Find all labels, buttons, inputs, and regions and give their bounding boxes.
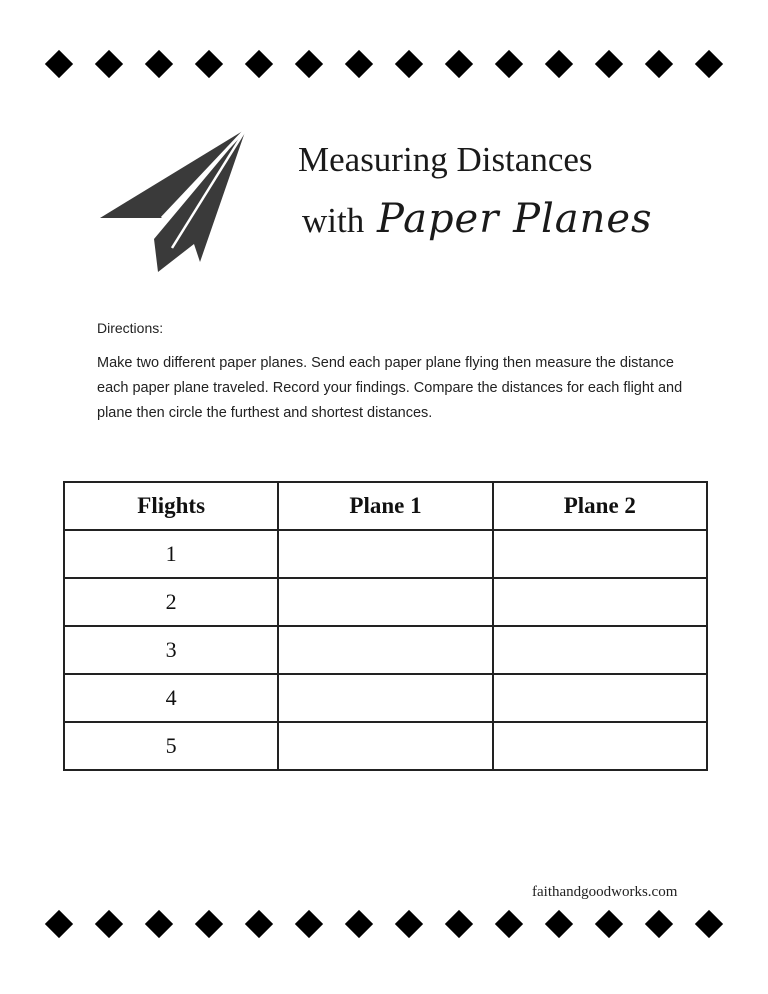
table-header-row [64, 482, 707, 530]
plane-2-cell[interactable] [493, 722, 707, 770]
plane-2-cell[interactable] [493, 626, 707, 674]
header-plane-1: Plane 1 [278, 482, 492, 530]
bottom-diamond-border [44, 908, 724, 940]
diamond-icon [345, 910, 373, 938]
table-row [64, 530, 707, 578]
diamond-icon [395, 910, 423, 938]
diamond-icon [495, 910, 523, 938]
table-row [64, 674, 707, 722]
plane-2-cell[interactable] [493, 578, 707, 626]
diamond-icon [45, 50, 73, 78]
flight-number: 3 [64, 626, 278, 674]
plane-1-cell[interactable] [278, 626, 492, 674]
title-script: Paper Planes [376, 196, 653, 242]
diamond-icon [245, 910, 273, 938]
diamond-icon [445, 50, 473, 78]
paper-plane-icon [98, 126, 250, 274]
diamond-icon [145, 50, 173, 78]
diamond-icon [595, 50, 623, 78]
diamond-icon [645, 50, 673, 78]
plane-1-cell[interactable] [278, 722, 492, 770]
plane-1-cell[interactable] [278, 674, 492, 722]
diamond-icon [695, 50, 723, 78]
diamond-icon [95, 910, 123, 938]
flight-number: 2 [64, 578, 278, 626]
diamond-icon [695, 910, 723, 938]
diamond-icon [145, 910, 173, 938]
plane-2-cell[interactable] [493, 530, 707, 578]
diamond-icon [95, 50, 123, 78]
header-plane-2: Plane 2 [493, 482, 707, 530]
flight-number: 1 [64, 530, 278, 578]
top-diamond-border [44, 48, 724, 80]
diamond-icon [395, 50, 423, 78]
diamond-icon [295, 50, 323, 78]
plane-2-cell[interactable] [493, 674, 707, 722]
flight-number: 5 [64, 722, 278, 770]
diamond-icon [195, 50, 223, 78]
footer-website: faithandgoodworks.com [532, 884, 678, 900]
table-row [64, 578, 707, 626]
diamond-icon [545, 910, 573, 938]
flight-number: 4 [64, 674, 278, 722]
header-flights: Flights [64, 482, 278, 530]
diamond-icon [645, 910, 673, 938]
page-title-line-1: Measuring Distances [298, 140, 593, 179]
directions-label: Directions: [97, 320, 164, 336]
diamond-icon [295, 910, 323, 938]
diamond-icon [545, 50, 573, 78]
flight-log-table [63, 481, 708, 771]
plane-1-cell[interactable] [278, 578, 492, 626]
page-title-line-2 [302, 196, 653, 242]
table-row [64, 722, 707, 770]
directions-text: Make two different paper planes. Send each paper plane flying then measure the distance each paper plane traveled. Record your findings. Compare the distances for each flight and plane then circle the furthest and shortest distances. [97, 355, 683, 421]
diamond-icon [345, 50, 373, 78]
diamond-icon [195, 910, 223, 938]
table-row [64, 626, 707, 674]
plane-1-cell[interactable] [278, 530, 492, 578]
diamond-icon [495, 50, 523, 78]
diamond-icon [245, 50, 273, 78]
title-prefix: with [302, 201, 365, 240]
diamond-icon [445, 910, 473, 938]
diamond-icon [595, 910, 623, 938]
diamond-icon [45, 910, 73, 938]
